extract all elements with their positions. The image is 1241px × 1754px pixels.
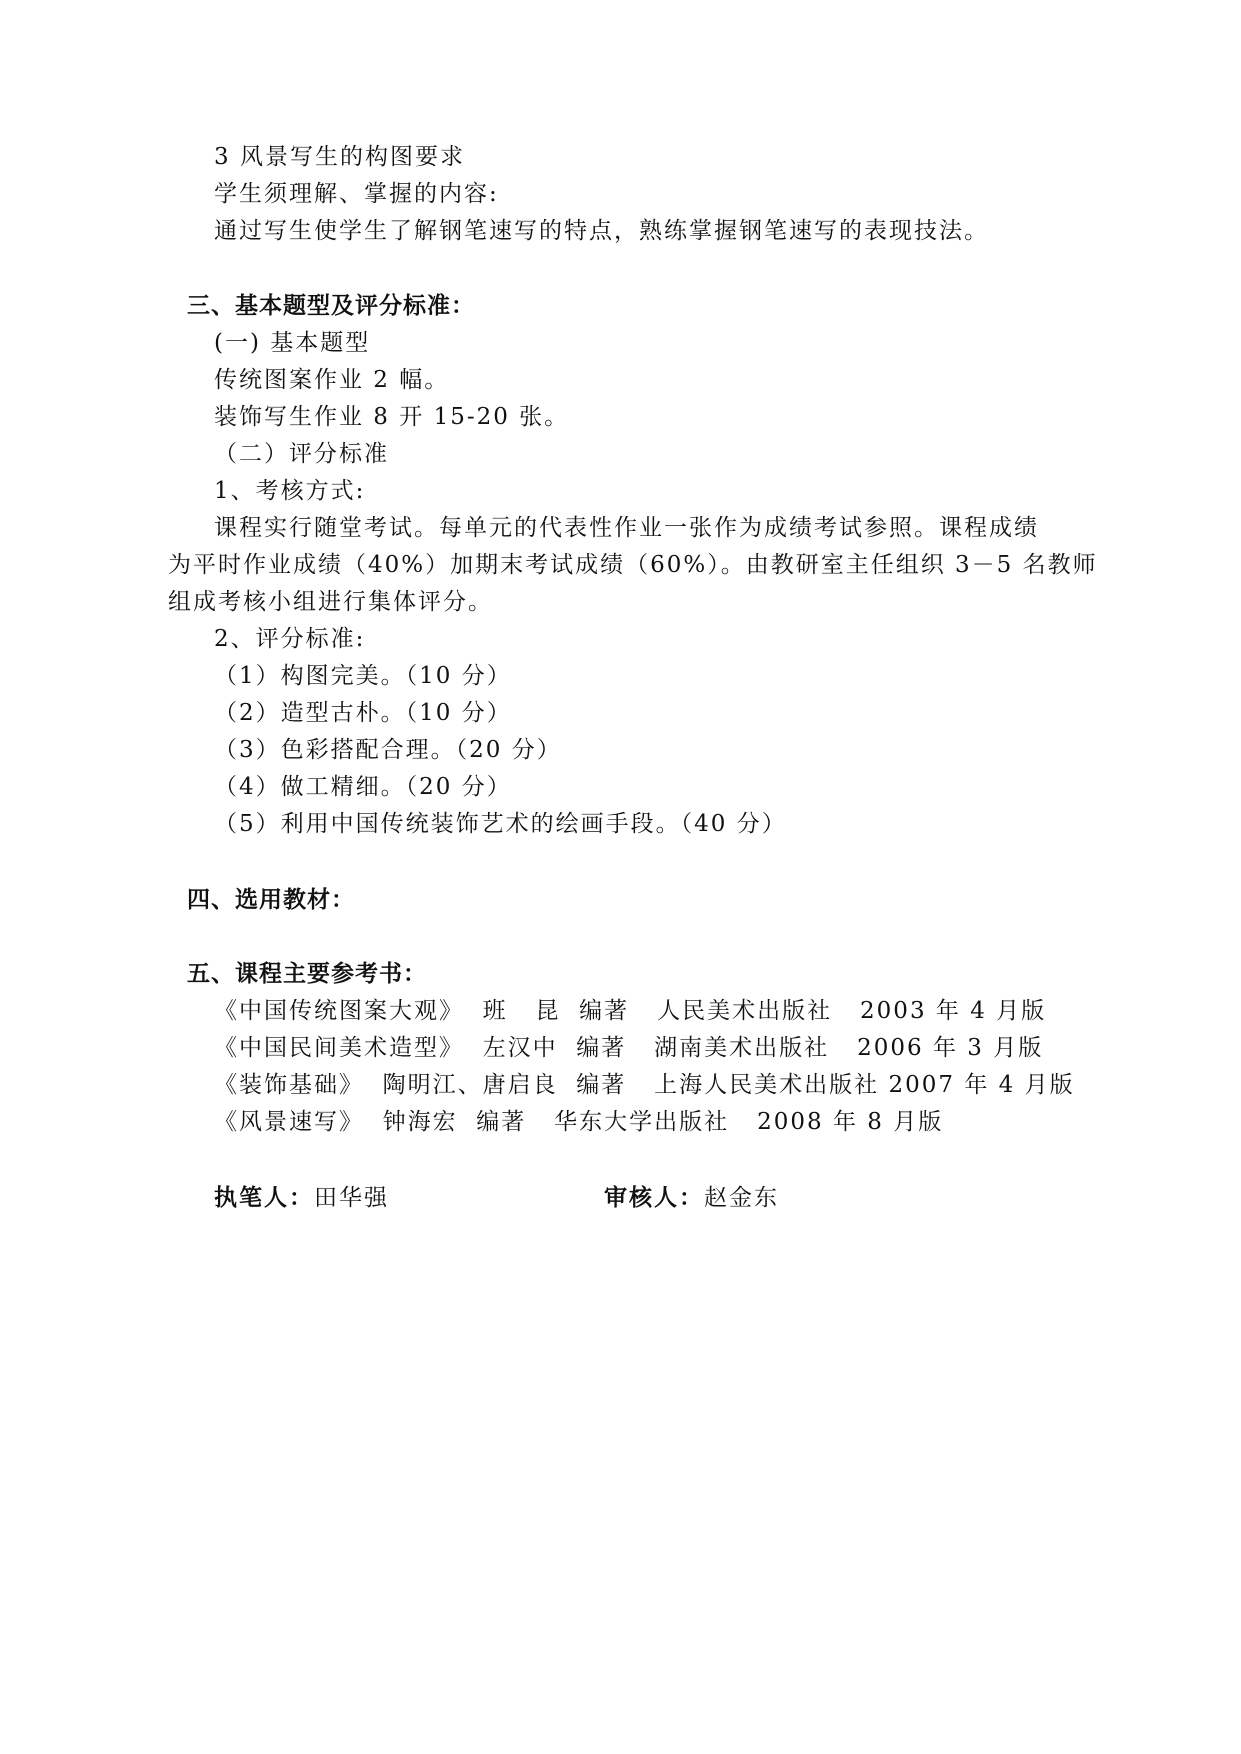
sub1-line-1: 传统图案作业 2 幅。 [214,367,450,393]
assessment-line-3: 组成考核小组进行集体评分。 [168,589,493,615]
section3-heading: 三、基本题型及评分标准： [187,293,475,319]
sub2-title: （二）评分标准 [214,441,389,467]
assessment-line-2: 为平时作业成绩（40%）加期末考试成绩（60%）。由教研室主任组织 3－5 名教师 [168,552,1098,578]
reviewer-signature [604,1183,779,1213]
criteria-item-5: （5）利用中国传统装饰艺术的绘画手段。（40 分） [214,811,787,837]
assessment-line-1: 课程实行随堂考试。每单元的代表性作业一张作为成绩考试参照。课程成绩 [214,515,1039,541]
sub1-line-2: 装饰写生作业 8 开 15-20 张。 [214,404,570,430]
must-understand-text: 通过写生使学生了解钢笔速写的特点，熟练掌握钢笔速写的表现技法。 [214,218,989,244]
section5-heading: 五、课程主要参考书： [187,961,427,987]
author-signature [214,1183,389,1213]
reference-book-2: 《中国民间美术造型》 左汉中 编著 湖南美术出版社 2006 年 3 月版 [214,1035,1044,1061]
sub1-title: (一) 基本题型 [214,330,371,356]
author-label: 执笔人： [214,1185,314,1211]
criteria-item-4: （4）做工精细。（20 分） [214,774,512,800]
criteria-item-2: （2）造型古朴。（10 分） [214,700,512,726]
assessment-title: 1、考核方式: [214,478,366,504]
section4-heading: 四、选用教材： [187,887,355,913]
reviewer-name: 赵金东 [704,1185,779,1211]
reference-book-3: 《装饰基础》 陶明江、唐启良 编著 上海人民美术出版社 2007 年 4 月版 [214,1072,1075,1098]
author-name: 田华强 [314,1185,389,1211]
reference-book-1: 《中国传统图案大观》 班 昆 编著 人民美术出版社 2003 年 4 月版 [214,998,1047,1024]
criteria-title: 2、评分标准: [214,626,366,652]
item-landscape-composition: 3 风景写生的构图要求 [214,144,465,170]
reviewer-label: 审核人： [604,1185,704,1211]
must-understand-label: 学生须理解、掌握的内容: [214,181,499,207]
reference-book-4: 《风景速写》 钟海宏 编著 华东大学出版社 2008 年 8 月版 [214,1109,944,1135]
criteria-item-3: （3）色彩搭配合理。（20 分） [214,737,562,763]
criteria-item-1: （1）构图完美。（10 分） [214,663,512,689]
